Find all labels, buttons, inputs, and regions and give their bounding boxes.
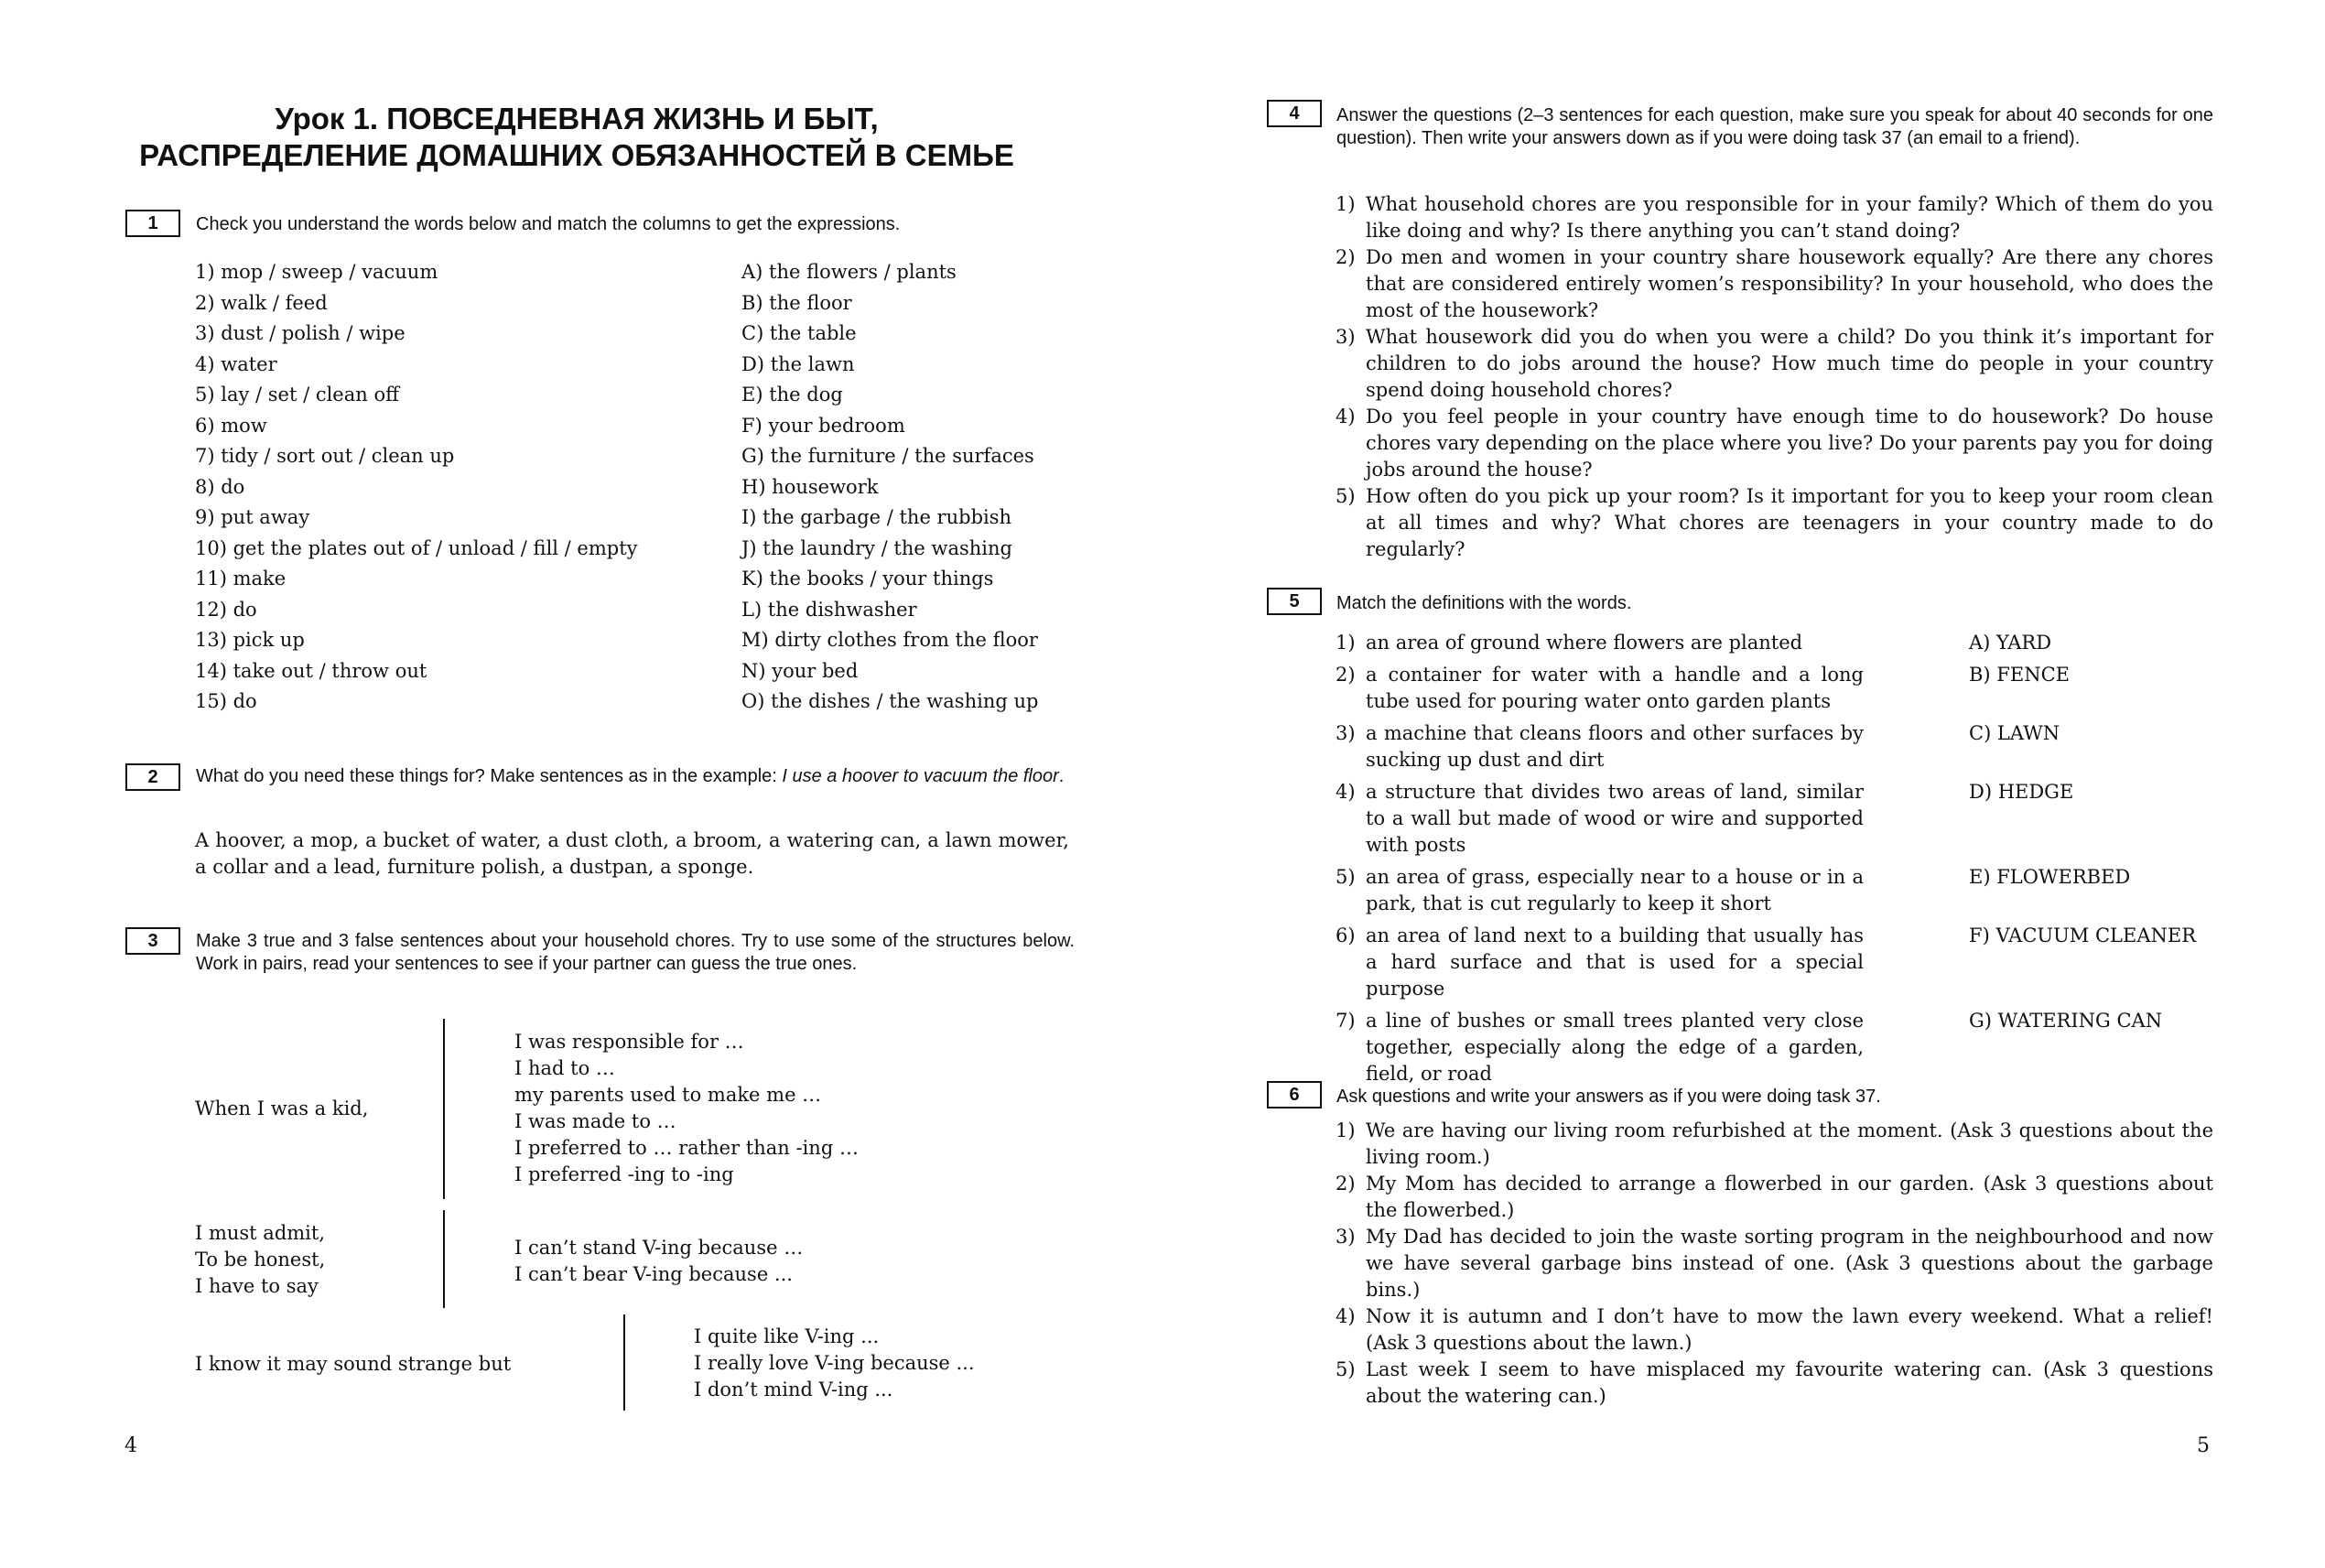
structure-item: I preferred -ing to -ing: [514, 1163, 734, 1185]
match-left-item: 8) do: [195, 475, 245, 498]
match-right-item: M) dirty clothes from the floor: [741, 629, 1038, 651]
item-text: My Mom has decided to arrange a flowerbed in our garden. (Ask 3 questions about the flowerbed.): [1366, 1173, 2213, 1221]
match-left-item: 7) tidy / sort out / clean up: [195, 445, 455, 467]
exercise-3-instruction: Make 3 true and 3 false sentences about your household chores. Try to use some of the structures below. Work in pairs, read your sentences to see if your partner can guess the true ones.: [196, 931, 1075, 974]
structure-item: I really love V-ing because ...: [694, 1352, 975, 1374]
structure-item: I can’t stand V-ing because …: [514, 1237, 804, 1259]
definition-number: 4): [1336, 781, 1356, 803]
match-right-item: N) your bed: [741, 659, 859, 682]
definition-number: 1): [1336, 632, 1356, 654]
exercise-6-number: 6: [1267, 1081, 1322, 1108]
definition-text: [1336, 864, 1864, 917]
exercise-6-statements: [1336, 1118, 2213, 1410]
exercise-2-example-end: .: [1058, 766, 1065, 786]
structure-item: I was responsible for …: [514, 1031, 744, 1053]
exercise-1-instruction: Check you understand the words below and match the columns to get the expressions.: [196, 214, 901, 234]
match-left-item: 12) do: [195, 598, 257, 621]
match-left-item: 5) lay / set / clean off: [195, 384, 400, 406]
definition-row: [1336, 1008, 2214, 1087]
definition-word: F) VACUUM CLEANER: [1969, 925, 2197, 946]
exercise-1-left-column: [195, 257, 708, 718]
exercise-5-instruction: Match the definitions with the words.: [1336, 593, 1632, 613]
structure-item: I was made to …: [514, 1110, 676, 1132]
statement-item: [1336, 1357, 2213, 1410]
definition-row: [1336, 630, 2214, 656]
definition-row: [1336, 662, 2214, 715]
match-left-item: 10) get the plates out of / unload / fill / empty: [195, 536, 638, 559]
exercise-3-number: 3: [125, 927, 180, 955]
item-text: Do you feel people in your country have enough time to do housework? Do house chores vary depending on the place where you live? Do your parents pay you for doing jobs around the house?: [1366, 406, 2213, 481]
item-number: 4): [1336, 406, 1356, 427]
match-left-item: 6) mow: [195, 414, 267, 437]
item-number: 1): [1336, 1119, 1356, 1141]
definition-body: a structure that divides two areas of land, similar to a wall but made of wood or wire and supported with posts: [1366, 781, 1864, 856]
item-number: 2): [1336, 246, 1356, 268]
match-right-item: I) the garbage / the rubbish: [741, 506, 1012, 528]
question-item: [1336, 191, 2213, 244]
definition-text: [1336, 630, 1864, 656]
match-right-item: A) the flowers / plants: [741, 261, 957, 283]
match-right-item: D) the lawn: [741, 352, 855, 375]
structure-label: I must admit,: [195, 1222, 326, 1244]
exercise-1-right-column: [741, 257, 1108, 718]
match-right-item: O) the dishes / the washing up: [741, 690, 1039, 712]
definition-number: 7): [1336, 1010, 1356, 1032]
item-text: How often do you pick up your room? Is it important for you to keep your room clean at all times and why? What chores are teenagers in your country made to do regularly?: [1366, 485, 2213, 560]
lesson-title-line2: РАСПРЕДЕЛЕНИЕ ДОМАШНИХ ОБЯЗАННОСТЕЙ В СЕМЬЕ: [139, 138, 1014, 172]
item-number: 5): [1336, 1358, 1356, 1380]
definition-body: a line of bushes or small trees planted very close together, especially along the edge of a garden, field, or road: [1366, 1010, 1864, 1085]
item-number: 5): [1336, 485, 1356, 507]
definition-row: [1336, 720, 2214, 773]
definition-text: [1336, 779, 1864, 859]
structure-item: I had to …: [514, 1057, 615, 1079]
definition-body: an area of land next to a building that usually has a hard surface and that is used for a special purpose: [1366, 925, 1864, 1000]
definition-text: [1336, 662, 1864, 715]
match-left-item: 13) pick up: [195, 629, 305, 651]
exercise-1-number: 1: [125, 210, 180, 237]
definition-word: G) WATERING CAN: [1969, 1010, 2163, 1032]
exercise-4-number: 4: [1267, 100, 1322, 127]
definition-text: [1336, 720, 1864, 773]
exercise-4-questions: [1336, 191, 2213, 563]
structure-item: I quite like V-ing ...: [694, 1325, 880, 1347]
item-number: 3): [1336, 326, 1356, 348]
match-left-item: 9) put away: [195, 506, 310, 528]
definition-text: [1336, 1008, 1864, 1087]
match-right-item: H) housework: [741, 475, 879, 498]
definition-row: [1336, 779, 2214, 859]
lesson-title: [119, 101, 1034, 174]
definition-word: D) HEDGE: [1969, 781, 2074, 803]
exercise-2-number: 2: [125, 763, 180, 791]
structure-label: I have to say: [195, 1275, 319, 1297]
exercise-2-word-list: A hoover, a mop, a bucket of water, a dust cloth, a broom, a watering can, a lawn mower, a collar and a lead, furniture polish, a dustpan, a sponge.: [195, 829, 1069, 878]
question-item: [1336, 404, 2213, 483]
left-page: [0, 0, 1162, 1568]
exercise-5-definitions: [1336, 630, 2214, 1093]
exercise-4-instruction: Answer the questions (2–3 sentences for each question, make sure you speak for about 40 seconds for one question). Then write your answers down as if you were doing task 37 (an email to a friend).: [1336, 105, 2213, 148]
match-left-item: 14) take out / throw out: [195, 659, 427, 682]
match-right-item: J) the laundry / the washing: [741, 536, 1012, 559]
structure-item: I preferred to … rather than -ing …: [514, 1137, 859, 1159]
statement-item: [1336, 1118, 2213, 1171]
structure-label: To be honest,: [195, 1249, 326, 1271]
match-right-item: K) the books / your things: [741, 568, 994, 589]
right-page: [1162, 0, 2325, 1568]
definition-number: 6): [1336, 925, 1356, 946]
definition-row: [1336, 923, 2214, 1002]
definition-body: an area of ground where flowers are planted: [1366, 632, 1803, 654]
structure-item: my parents used to make me …: [514, 1084, 822, 1106]
structure-group-2-labels: [195, 1220, 325, 1300]
exercise-2-example: I use a hoover to vacuum the floor: [782, 766, 1059, 786]
definition-body: a container for water with a handle and a long tube used for pouring water onto garden plants: [1366, 664, 1864, 712]
match-right-item: B) the floor: [741, 291, 852, 314]
item-text: My Dad has decided to join the waste sorting program in the neighbourhood and now we have several garbage bins instead of one. (Ask 3 questions about the garbage bins.): [1366, 1226, 2213, 1301]
definition-number: 3): [1336, 722, 1356, 744]
item-number: 2): [1336, 1173, 1356, 1195]
match-left-item: 3) dust / polish / wipe: [195, 322, 406, 344]
question-item: [1336, 483, 2213, 563]
statement-item: [1336, 1171, 2213, 1224]
structure-group-3-items: [694, 1324, 975, 1403]
structure-divider-1: [443, 1019, 445, 1199]
definition-number: 2): [1336, 664, 1356, 686]
item-text: Do men and women in your country share housework equally? Are there any chores that are considered entirely women’s responsibility? In your household, who does the most of the housework?: [1366, 246, 2213, 321]
exercise-2-instruction: [196, 765, 1075, 788]
structure-group-3-label: I know it may sound strange but: [195, 1353, 512, 1375]
match-left-item: 15) do: [195, 690, 257, 712]
definition-word: B) FENCE: [1969, 664, 2070, 686]
item-number: 4): [1336, 1305, 1356, 1327]
match-right-item: L) the dishwasher: [741, 598, 917, 621]
match-left-item: 1) mop / sweep / vacuum: [195, 261, 438, 283]
definition-word: E) FLOWERBED: [1969, 866, 2131, 888]
match-left-item: 11) make: [195, 568, 287, 589]
match-right-item: F) your bedroom: [741, 414, 905, 437]
definition-body: a machine that cleans floors and other surfaces by sucking up dust and dirt: [1366, 722, 1864, 771]
statement-item: [1336, 1224, 2213, 1303]
statement-item: [1336, 1303, 2213, 1357]
match-right-item: G) the furniture / the surfaces: [741, 445, 1034, 467]
item-text: What household chores are you responsible for in your family? Which of them do you like doing and why? Is there anything you can’t stand doing?: [1366, 193, 2213, 242]
structure-item: I don’t mind V-ing ...: [694, 1379, 893, 1400]
structure-divider-3: [623, 1314, 625, 1411]
match-left-item: 2) walk / feed: [195, 291, 328, 314]
page-number-right: 5: [2197, 1434, 2210, 1457]
question-item: [1336, 324, 2213, 404]
exercise-5-number: 5: [1267, 588, 1322, 615]
definition-row: [1336, 864, 2214, 917]
match-right-item: C) the table: [741, 322, 857, 344]
structure-group-2-items: [514, 1235, 803, 1288]
structure-group-1-items: [514, 1029, 859, 1188]
structure-divider-2: [443, 1210, 445, 1308]
item-text: Last week I seem to have misplaced my favourite watering can. (Ask 3 questions about the watering can.): [1366, 1358, 2213, 1407]
lesson-title-line1: Урок 1. ПОВСЕДНЕВНАЯ ЖИЗНЬ И БЫТ,: [275, 102, 879, 135]
item-text: Now it is autumn and I don’t have to mow the lawn every weekend. What a relief! (Ask 3 questions about the lawn.): [1366, 1305, 2213, 1354]
definition-text: [1336, 923, 1864, 1002]
exercise-6-instruction: Ask questions and write your answers as if you were doing task 37.: [1336, 1087, 1881, 1107]
match-left-item: 4) water: [195, 352, 277, 375]
structure-item: I can’t bear V-ing because ...: [514, 1263, 793, 1285]
definition-word: C) LAWN: [1969, 722, 2060, 744]
item-number: 1): [1336, 193, 1356, 215]
definition-number: 5): [1336, 866, 1356, 888]
page-number-left: 4: [124, 1434, 137, 1457]
question-item: [1336, 244, 2213, 324]
match-right-item: E) the dog: [741, 384, 843, 406]
item-text: What housework did you do when you were a child? Do you think it’s important for children to do jobs around the house? How much time do people in your country spend doing household chores?: [1366, 326, 2213, 401]
definition-word: A) YARD: [1969, 632, 2052, 654]
definition-body: an area of grass, especially near to a house or in a park, that is cut regularly to keep it short: [1366, 866, 1864, 914]
item-number: 3): [1336, 1226, 1356, 1248]
exercise-2-instruction-text: What do you need these things for? Make sentences as in the example:: [196, 766, 777, 786]
item-text: We are having our living room refurbished at the moment. (Ask 3 questions about the living room.): [1366, 1119, 2213, 1168]
structure-group-1-label: When I was a kid,: [195, 1098, 369, 1119]
